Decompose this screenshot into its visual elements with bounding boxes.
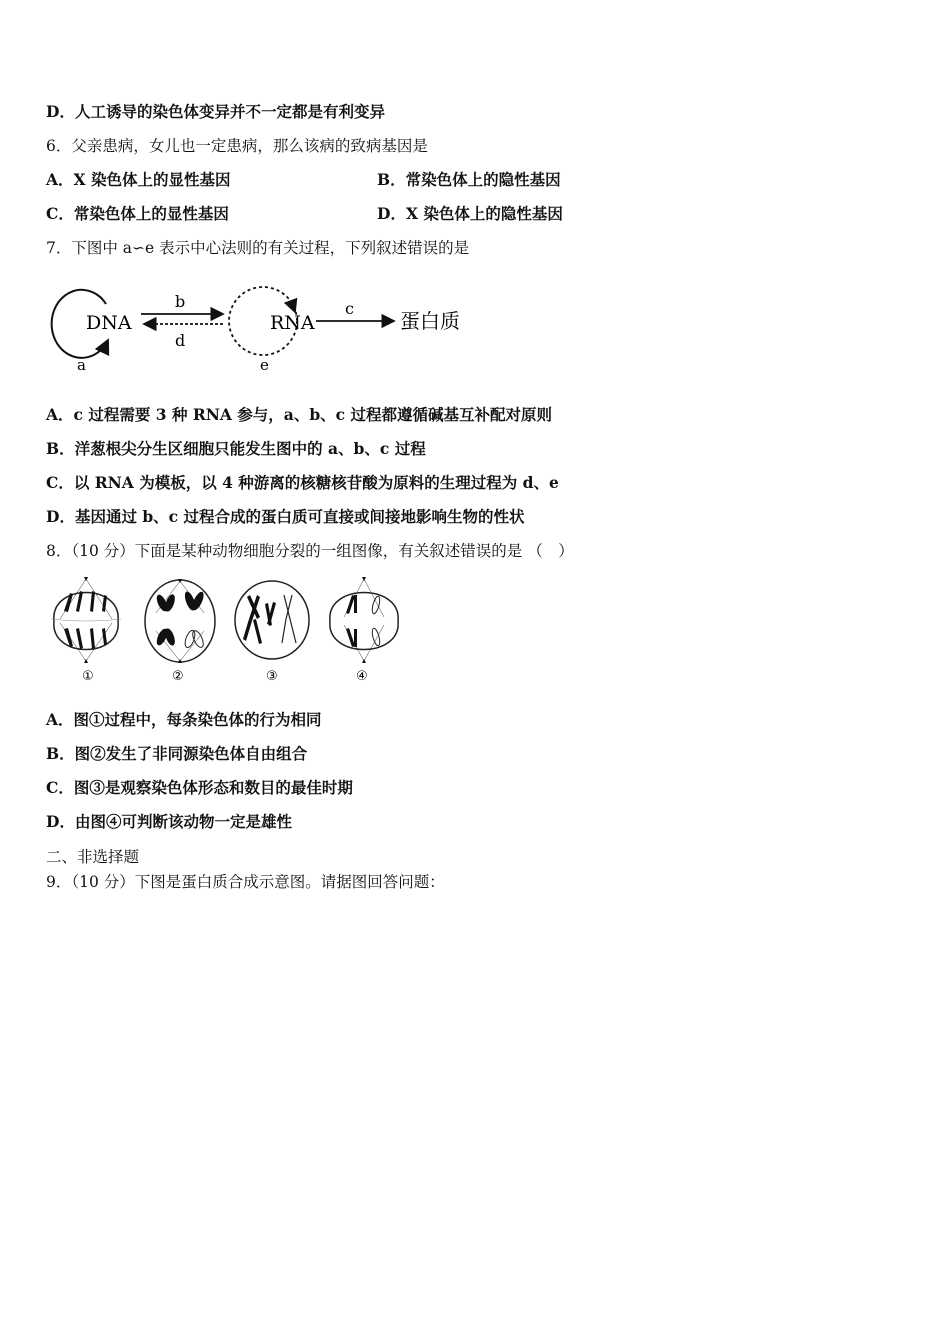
q7-stem: 7．下图中 a∽e 表示中心法则的有关过程，下列叙述错误的是 xyxy=(46,239,470,257)
rna-label: RNA xyxy=(270,312,315,334)
cell-1 xyxy=(51,577,121,663)
q6-option-b: B．常染色体上的隐性基因 xyxy=(377,170,561,189)
label-b: b xyxy=(175,292,186,311)
q8-option-d: D．由图④可判断该动物一定是雄性 xyxy=(46,812,292,831)
label-e: e xyxy=(260,356,269,374)
cell-2 xyxy=(145,579,215,663)
q8-option-b: B．图②发生了非同源染色体自由组合 xyxy=(46,744,308,763)
dna-label: DNA xyxy=(86,312,132,334)
label-a: a xyxy=(77,356,86,374)
label-d: d xyxy=(175,331,186,350)
q8-stem: 8．（10 分）下面是某种动物细胞分裂的一组图像，有关叙述错误的是 （ ） xyxy=(46,542,574,560)
q9-stem: 9．（10 分）下图是蛋白质合成示意图。请据图回答问题： xyxy=(46,873,445,891)
q6-option-d: D．X 染色体上的隐性基因 xyxy=(377,204,563,223)
q7-option-b: B．洋葱根尖分生区细胞只能发生图中的 a、b、c 过程 xyxy=(46,439,426,458)
q7-option-c: C．以 RNA 为模板，以 4 种游离的核糖核苷酸为原料的生理过程为 d、e xyxy=(46,473,559,492)
cell-division-diagram xyxy=(46,573,406,685)
section-heading: 二、非选择题 xyxy=(46,848,140,866)
cell-4 xyxy=(330,577,398,663)
q7-option-a: A．c 过程需要 3 种 RNA 参与，a、b、c 过程都遵循碱基互补配对原则 xyxy=(46,405,553,424)
cell-label-2: ② xyxy=(172,669,184,684)
q8-option-a: A．图①过程中，每条染色体的行为相同 xyxy=(46,710,322,729)
q5-option-d: D．人工诱导的染色体变异并不一定都是有利变异 xyxy=(46,102,385,121)
q8-option-c: C．图③是观察染色体形态和数目的最佳时期 xyxy=(46,778,353,797)
q6-stem: 6．父亲患病，女儿也一定患病，那么该病的致病基因是 xyxy=(46,137,428,155)
protein-label: 蛋白质 xyxy=(400,309,460,333)
q6-option-a: A．X 染色体上的显性基因 xyxy=(46,170,231,189)
cell-label-4: ④ xyxy=(356,669,368,684)
label-c: c xyxy=(345,299,354,318)
cell-3 xyxy=(235,581,309,659)
central-dogma-diagram xyxy=(48,280,473,375)
cell-label-3: ③ xyxy=(266,669,278,684)
q7-option-d: D．基因通过 b、c 过程合成的蛋白质可直接或间接地影响生物的性状 xyxy=(46,507,525,526)
q6-option-c: C．常染色体上的显性基因 xyxy=(46,204,229,223)
cell-label-1: ① xyxy=(82,669,94,684)
